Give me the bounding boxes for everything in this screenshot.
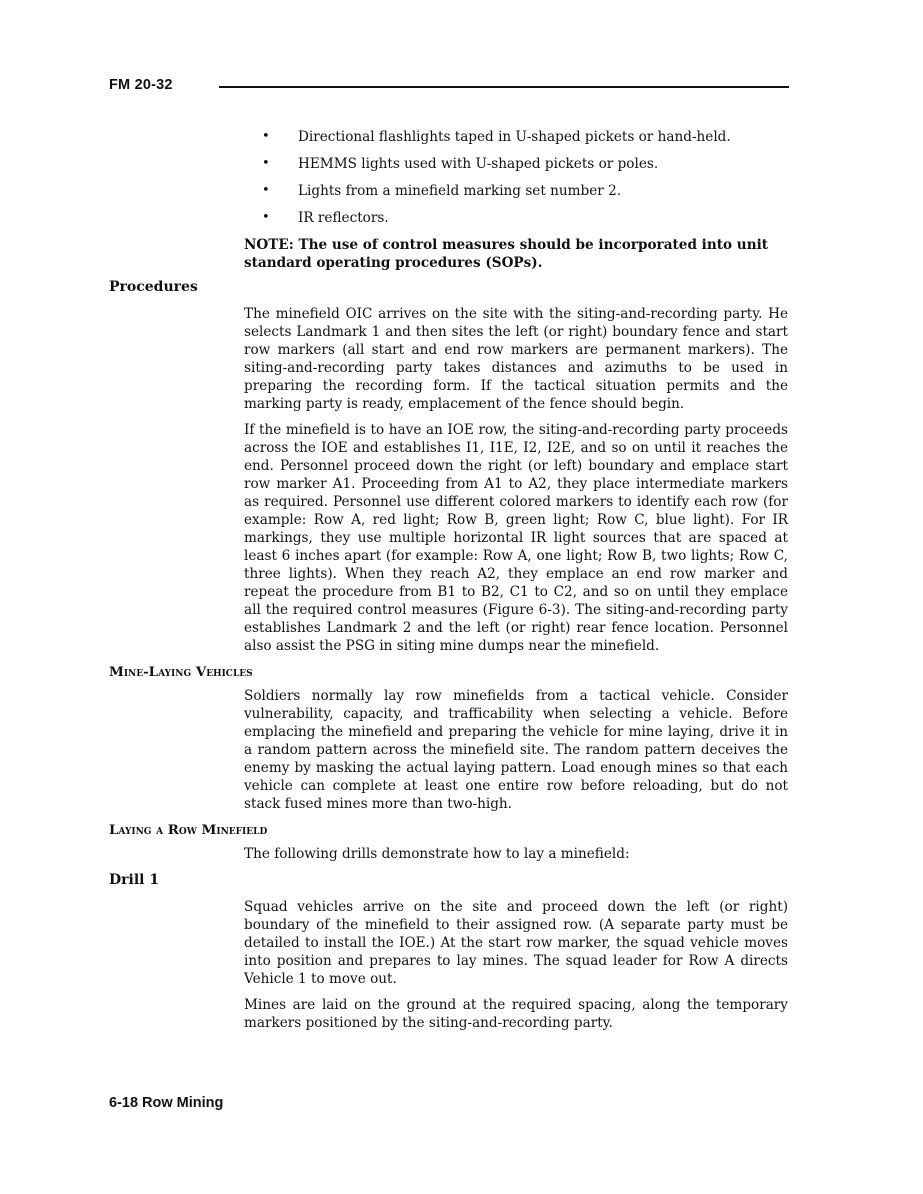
document-id: FM 20-32 — [109, 77, 173, 93]
section-heading-drill-1: Drill 1 — [109, 872, 160, 888]
vehicles-body — [244, 687, 788, 813]
page-header — [109, 77, 789, 99]
list-item: • IR reflectors. — [262, 210, 389, 226]
page-content — [109, 128, 789, 1040]
page-footer: 6-18 Row Mining — [109, 1095, 224, 1111]
list-item: • Lights from a minefield marking set number 2. — [262, 183, 622, 199]
laying-body — [244, 845, 788, 863]
section-heading-mine-laying-vehicles: Mine-Laying Vehicles — [109, 664, 253, 680]
paragraph: Squad vehicles arrive on the site and proceed down the left (or right) boundary of the minefield to their assigned row. (A separate party must be detailed to install the IOE.) At the start row marker, the squad vehicle moves into position and prepares to lay mines. The squad leader for Row A directs Vehicle 1 to move out. — [244, 899, 788, 987]
section-heading-procedures: Procedures — [109, 279, 198, 295]
paragraph: The minefield OIC arrives on the site with the siting-and-recording party. He selects Landmark 1 and then sites the left (or right) boundary fence and start row markers (all start and end row markers are permanent markers). The siting-and-recording party takes distances and azimuths to be used in preparing the recording form. If the tactical situation permits and the marking party is ready, emplacement of the fence should begin. — [244, 306, 788, 412]
section-heading-laying-row-minefield: Laying a Row Minefield — [109, 822, 268, 838]
header-rule — [219, 86, 789, 88]
paragraph: If the minefield is to have an IOE row, the siting-and-recording party proceeds across the IOE and establishes I1, I1E, I2, I2E, and so on until it reaches the end. Personnel proceed down the right (or left) boundary and emplace start row marker A1. Proceeding from A1 to A2, they place intermediate markers as required. Personnel use different colored markers to identify each row (for example: Row A, red light; Row B, green light; Row C, blue light). For IR markings, they use multiple horizontal IR light sources that are spaced at least 6 inches apart (for example: Row A, one light; Row B, two lights; Row C, three lights). When they reach A2, they emplace an end row marker and repeat the procedure from B1 to B2, C1 to C2, and so on until they emplace all the required control measures (Figure 6-3). The siting-and-recording party establishes Landmark 2 and the left (or right) rear fence location. Personnel also assist the PSG in siting mine dumps near the minefield. — [244, 422, 788, 654]
bullet-glyph: • — [262, 210, 270, 225]
drill1-body — [244, 898, 788, 1032]
list-item: • Directional flashlights taped in U-shaped pickets or hand-held. — [262, 129, 731, 145]
note-text: NOTE: The use of control measures should be incorporated into unit standard operating procedures (SOPs). — [244, 237, 769, 271]
paragraph: Soldiers normally lay row minefields from a tactical vehicle. Consider vulnerability, capacity, and trafficability when selecting a vehicle. Before emplacing the minefield and preparing the vehicle for mine laying, drive it in a random pattern across the minefield site. The random pattern deceives the enemy by masking the actual laying pattern. Load enough mines so that each vehicle can complete at least one entire row before reloading, but do not stack fused mines more than two-high. — [244, 688, 788, 812]
bullet-list — [244, 128, 788, 227]
bullet-glyph: • — [262, 129, 270, 144]
procedures-body — [244, 305, 788, 655]
list-item: • HEMMS lights used with U-shaped pickets or poles. — [262, 156, 659, 172]
bullet-glyph: • — [262, 156, 270, 171]
paragraph: The following drills demonstrate how to lay a minefield: — [244, 846, 630, 862]
paragraph: Mines are laid on the ground at the required spacing, along the temporary markers positioned by the siting-and-recording party. — [244, 997, 788, 1031]
bullet-glyph: • — [262, 183, 270, 198]
control-measures-list-block — [244, 128, 788, 272]
